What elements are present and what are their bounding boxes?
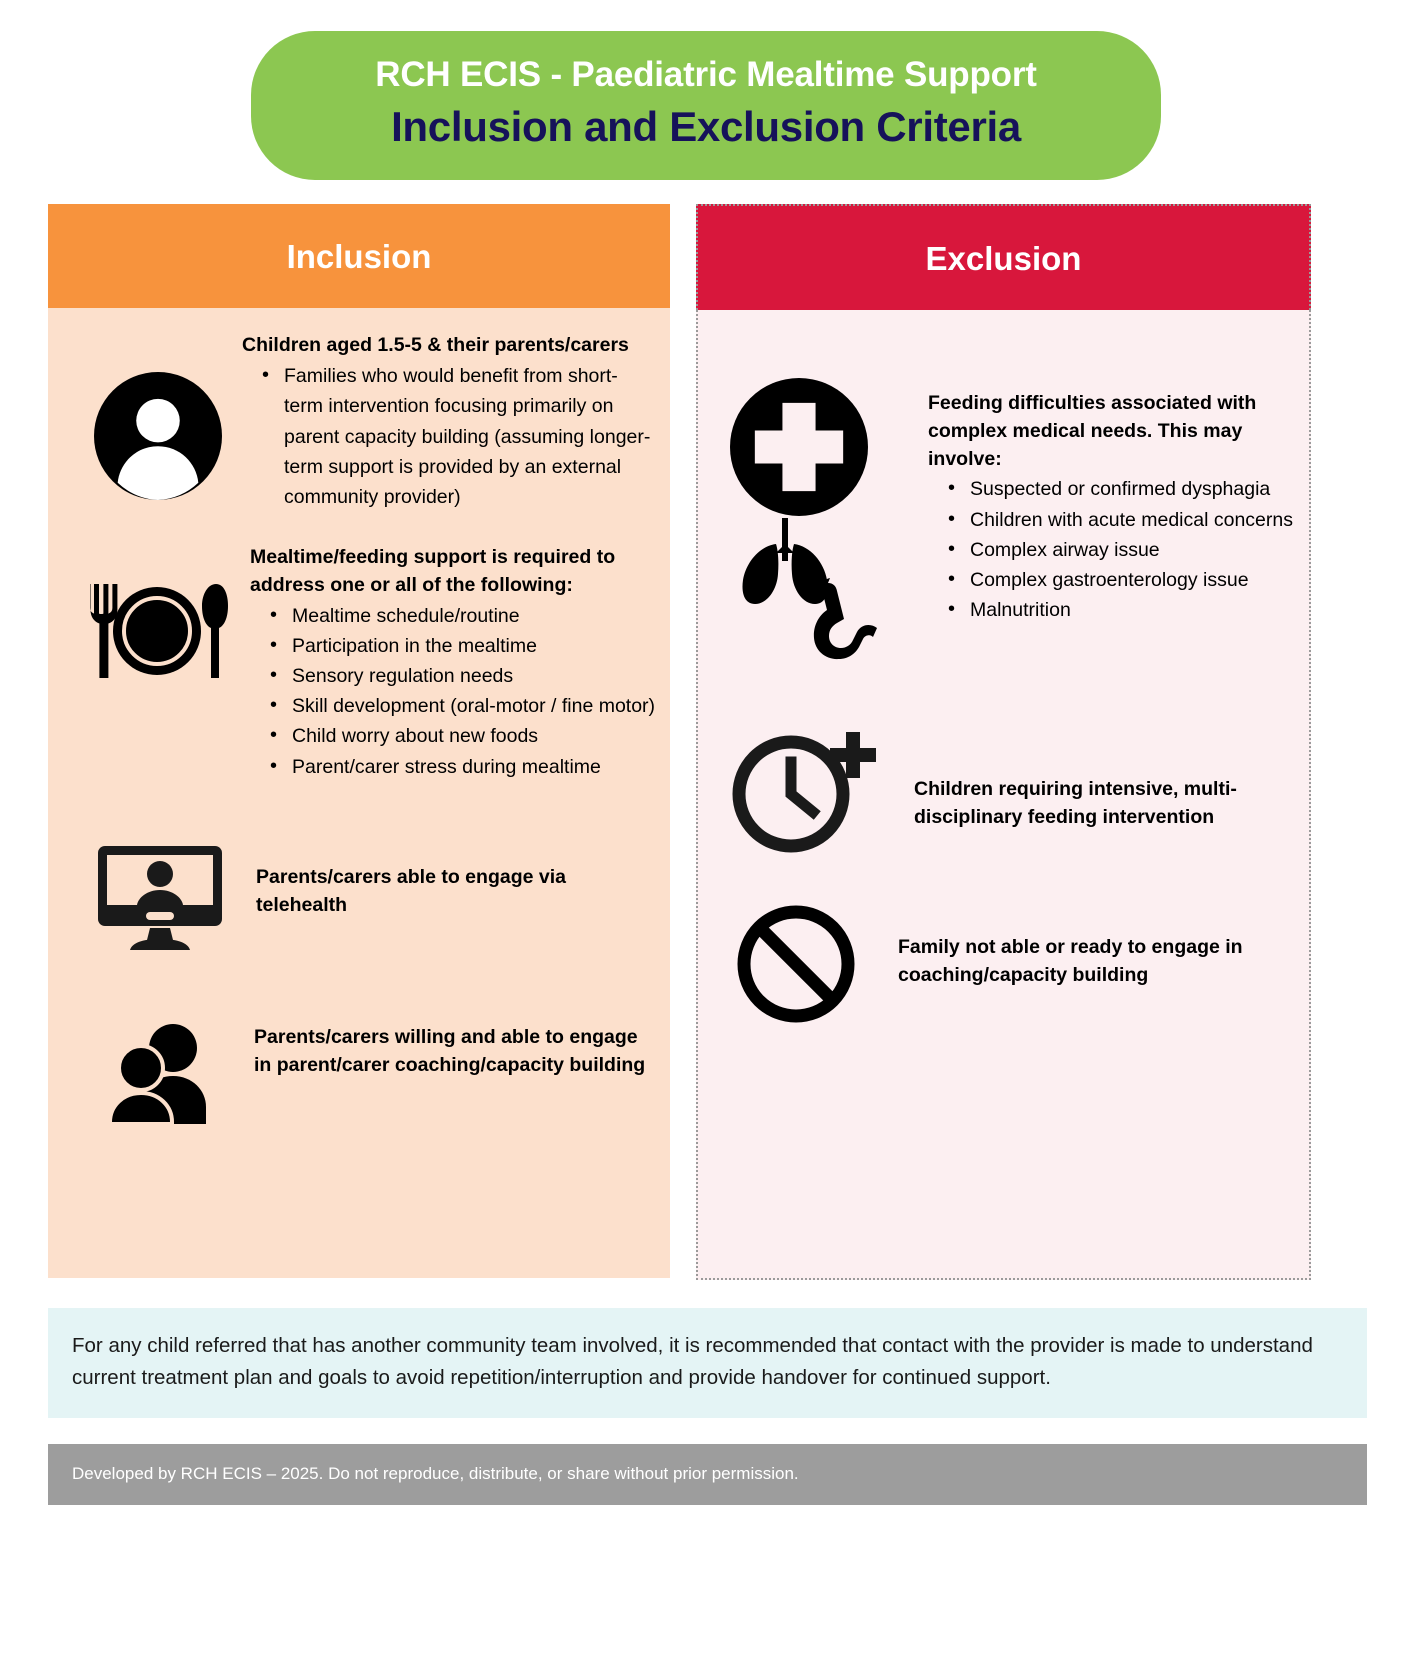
item-bullets	[250, 601, 656, 782]
exclusion-item-3-text	[898, 932, 1295, 989]
stomach-icon	[808, 574, 894, 660]
item-heading: Parents/carers willing and able to engage in parent/carer coaching/capacity building	[254, 1025, 646, 1076]
plate-cutlery-icon	[82, 574, 232, 684]
list-item: • Parent/carer stress during mealtime	[270, 752, 656, 782]
list-item: • Children with acute medical concerns	[948, 505, 1295, 535]
inclusion-item-children-age	[62, 330, 656, 512]
item-heading: Family not able or ready to engage in coaching/capacity building	[898, 936, 1243, 987]
exclusion-icon-group	[730, 378, 890, 656]
list-item: • Families who would benefit from short-term intervention focusing primarily on parent capacity building (assuming longer-term support is provided by an external community provider)	[262, 361, 656, 512]
exclusion-item-intensive-intervention	[712, 726, 1295, 856]
list-item: • Suspected or confirmed dysphagia	[948, 474, 1295, 504]
exclusion-header: Exclusion	[696, 204, 1311, 310]
footer-text: Developed by RCH ECIS – 2025. Do not reproduce, distribute, or share without prior permission.	[72, 1463, 799, 1483]
list-item: • Complex gastroenterology issue	[948, 565, 1295, 595]
medical-cross-icon	[730, 378, 868, 516]
criteria-columns	[0, 180, 1412, 1280]
item-heading: Parents/carers able to engage via telehealth	[256, 865, 566, 916]
inclusion-header: Inclusion	[48, 204, 670, 308]
item-bullets	[928, 474, 1295, 625]
inclusion-item-1-text	[242, 330, 656, 512]
exclusion-item-not-ready	[712, 904, 1295, 1024]
list-item: • Mealtime schedule/routine	[270, 601, 656, 631]
inclusion-item-4-text	[254, 1022, 656, 1079]
list-item: • Malnutrition	[948, 595, 1295, 625]
note-text: For any child referred that has another community team involved, it is recommended that contact with the provider is made to understand current treatment plan and goals to avoid repetition/interruption and provide handover for continued support.	[72, 1334, 1313, 1390]
prohibition-icon	[736, 904, 856, 1024]
exclusion-item-medical-needs	[712, 376, 1295, 656]
item-heading: Children requiring intensive, multi-disciplinary feeding intervention	[914, 778, 1237, 829]
item-bullets	[242, 361, 656, 512]
exclusion-item-1-text	[928, 388, 1295, 625]
inclusion-item-2-text	[250, 542, 656, 782]
inclusion-item-mealtime-support	[62, 542, 656, 782]
list-item: • Sensory regulation needs	[270, 661, 656, 691]
exclusion-item-2-text	[914, 774, 1295, 831]
note-box	[48, 1308, 1367, 1418]
header	[0, 0, 1412, 180]
organ-icons	[730, 516, 890, 656]
inclusion-item-telehealth	[62, 840, 656, 952]
exclusion-column	[696, 204, 1311, 1280]
title-banner	[251, 31, 1161, 180]
clock-plus-icon	[728, 726, 878, 856]
list-item: • Skill development (oral-motor / fine motor)	[270, 691, 656, 721]
inclusion-column	[48, 204, 670, 1278]
list-item: • Participation in the mealtime	[270, 631, 656, 661]
item-heading: Feeding difficulties associated with complex medical needs. This may involve:	[928, 392, 1257, 470]
footer-bar	[48, 1444, 1367, 1505]
exclusion-body	[696, 310, 1311, 1280]
person-avatar-icon	[94, 372, 222, 500]
list-item: • Child worry about new foods	[270, 721, 656, 751]
inclusion-item-3-text	[256, 862, 656, 919]
list-item: • Complex airway issue	[948, 535, 1295, 565]
inclusion-body	[48, 308, 670, 1278]
inclusion-item-coaching	[62, 1014, 656, 1124]
telehealth-monitor-icon	[96, 844, 224, 952]
family-group-icon	[110, 1020, 214, 1124]
banner-title: Inclusion and Exclusion Criteria	[391, 102, 1021, 150]
item-heading: Mealtime/feeding support is required to address one or all of the following:	[250, 546, 616, 596]
item-heading: Children aged 1.5-5 & their parents/carers	[242, 334, 629, 357]
banner-subtitle: RCH ECIS - Paediatric Mealtime Support	[375, 55, 1037, 94]
